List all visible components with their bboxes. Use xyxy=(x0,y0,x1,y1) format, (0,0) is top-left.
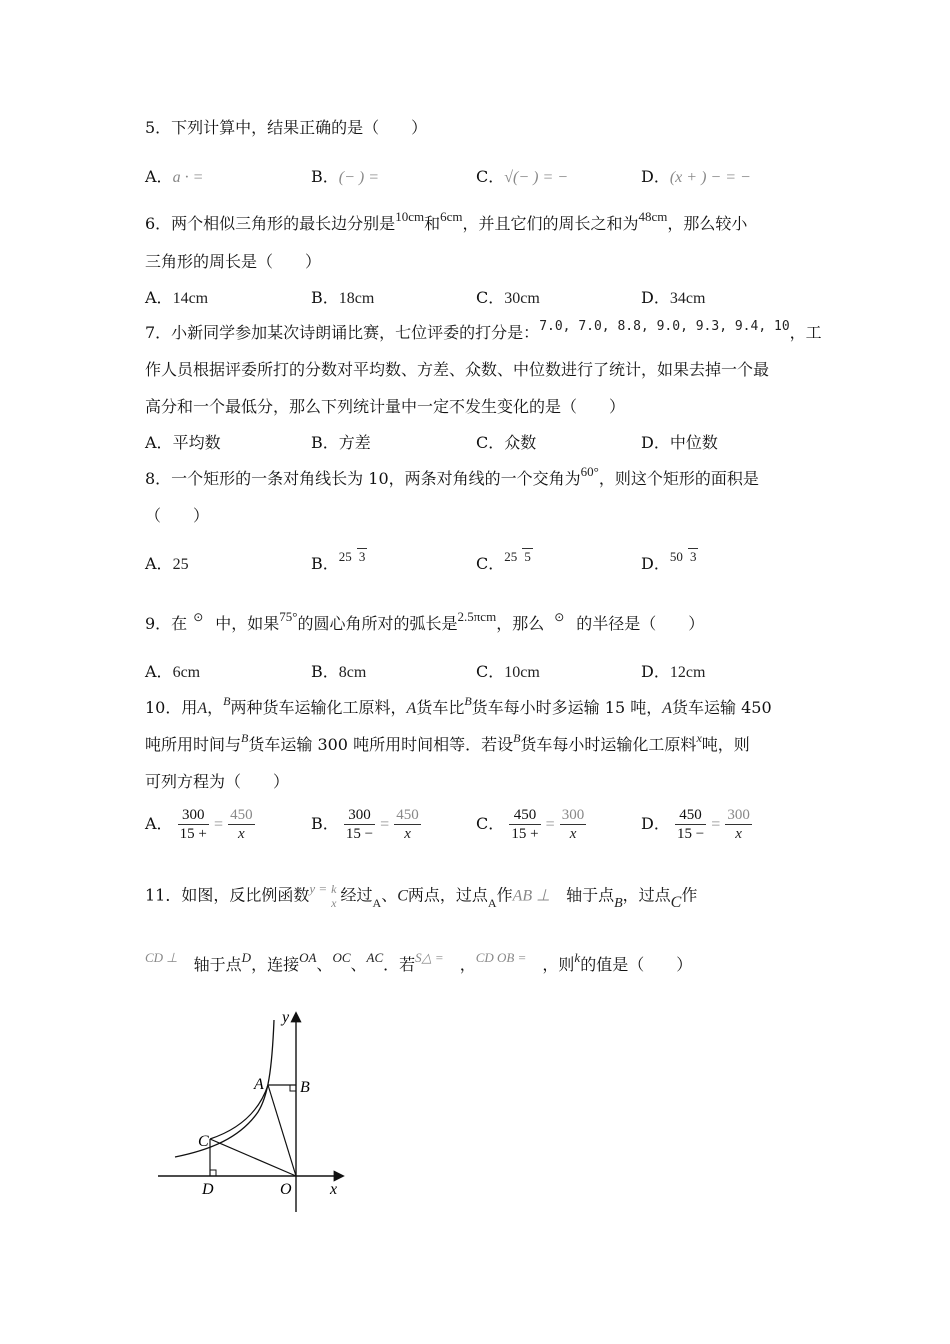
x-axis-label: x xyxy=(330,1181,338,1198)
q10-option-b[interactable]: B． $\frac{300}{15 -}$ = $\frac{450}{x}$ xyxy=(311,807,419,842)
fraction: $\frac{450}{15 +}$ xyxy=(511,807,539,842)
circle-symbol: ⊙ xyxy=(193,610,204,624)
fraction: k x xyxy=(331,882,337,910)
sqrt-radicand: 3 xyxy=(358,549,366,564)
q8-option-d[interactable]: D．$^{50}$ $^3$ xyxy=(641,549,697,573)
q5-option-a[interactable]: A．a · = xyxy=(145,167,204,186)
q9-option-c[interactable]: C．10cm xyxy=(476,662,540,681)
sqrt-radicand: 3 xyxy=(689,549,697,564)
point-c-label: C xyxy=(198,1133,209,1150)
q7-stem-line3: 高分和一个最低分，那么下列统计量中一定不发生变化的是（ ） xyxy=(145,397,626,416)
q11-figure xyxy=(150,1000,360,1220)
q8-option-c[interactable]: C．$^{25}$ $^5$ xyxy=(476,549,531,573)
fraction: $\frac{450}{x}$ xyxy=(230,807,253,842)
q6-option-d[interactable]: D．34cm xyxy=(641,288,706,307)
right-angle-mark-b xyxy=(290,1085,296,1091)
q10-stem-line3: 可列方程为（ ） xyxy=(145,772,290,791)
q5-option-c[interactable]: C．√(− ) = − xyxy=(476,167,569,186)
q7-stem-line1: 7．小新同学参加某次诗朗诵比赛，七位评委的打分是：$^{7.0, 7.0, 8.8, 9.0, 9.3, 9.4, 10}$，工 xyxy=(145,319,822,342)
fraction: $\frac{300}{x}$ xyxy=(561,807,585,842)
fraction: $\frac{450}{x}$ xyxy=(396,807,419,842)
q7-option-d[interactable]: D．中位数 xyxy=(641,433,718,452)
q9-option-d[interactable]: D．12cm xyxy=(641,662,706,681)
fraction: $\frac{450}{15 -}$ xyxy=(676,807,705,842)
q7-stem-line2: 作人员根据评委所打的分数对平均数、方差、众数、中位数进行了统计，如果去掉一个最 xyxy=(145,360,770,379)
q11-stem-line1: 11．如图，反比例函数$^{y =}$ k x 经过$_A$、C两点，过点$_A$作AB ⊥ 轴于点B，过点C作 xyxy=(145,880,698,911)
q10-option-d[interactable]: D． $\frac{450}{15 -}$ = $\frac{300}{x}$ xyxy=(641,807,750,842)
segment-oc xyxy=(210,1139,296,1176)
q7-option-b[interactable]: B．方差 xyxy=(311,433,371,452)
segment-oa xyxy=(268,1085,296,1176)
right-angle-mark-d xyxy=(210,1170,216,1176)
q8-option-b[interactable]: B．$^{25}$ $^3$ xyxy=(311,549,366,573)
q9-stem: 9．在 ⊙ 中，如果$^{75^\circ}$的圆心角所对的弧长是$^{2.5\pi cm}$，那么 ⊙ 的半径是（ ） xyxy=(145,609,705,633)
q7-option-a[interactable]: A．平均数 xyxy=(145,433,221,452)
q5-option-b[interactable]: B．(− ) = xyxy=(311,167,380,186)
q7-option-c[interactable]: C．众数 xyxy=(476,433,537,452)
point-d-label: D xyxy=(202,1181,214,1198)
q10-stem-line1: 10．用A，$^B$两种货车运输化工原料，A货车比$^B$货车每小时多运输 15 吨，A货车运输 450 xyxy=(145,694,772,717)
q6-stem-line2: 三角形的周长是（ ） xyxy=(145,252,322,271)
circle-symbol: ⊙ xyxy=(554,610,565,624)
origin-label: O xyxy=(280,1181,292,1198)
q6-option-c[interactable]: C．30cm xyxy=(476,288,540,307)
fraction: $\frac{300}{15 +}$ xyxy=(179,807,207,842)
y-axis-label: y xyxy=(282,1009,290,1026)
q9-option-a[interactable]: A．6cm xyxy=(145,662,201,681)
q5-option-d[interactable]: D．(x + ) − = − xyxy=(641,167,751,186)
q10-stem-line2: 吨所用时间与$^B$货车运输 300 吨所用时间相等．若设$^B$货车每小时运输化工原料$^x$吨，则 xyxy=(145,731,750,754)
q8-option-a[interactable]: A．25 xyxy=(145,554,189,573)
fraction: $\frac{300}{15 -}$ xyxy=(345,807,374,842)
q5-stem: 5．下列计算中，结果正确的是（ ） xyxy=(145,118,428,137)
q9-option-b[interactable]: B．8cm xyxy=(311,662,367,681)
q8-stem-line2: （ ） xyxy=(145,506,210,525)
q6-option-b[interactable]: B．18cm xyxy=(311,288,375,307)
q10-option-a[interactable]: A． $\frac{300}{15 +}$ = $\frac{450}{x}$ xyxy=(145,807,253,842)
q6-option-a[interactable]: A．14cm xyxy=(145,288,209,307)
fraction: $\frac{300}{x}$ xyxy=(727,807,750,842)
q11-stem-line2: $^{CD \perp}$ 轴于点$^D$，连接$^{OA}$、$^{OC}$、$^{AC}$．若$^{S\triangle =}$ ，$^{CD OB =}$ ，则$^k$的值是（ ） xyxy=(145,950,693,974)
sqrt-radicand: 5 xyxy=(524,549,531,564)
q10-option-c[interactable]: C． $\frac{450}{15 +}$ = $\frac{300}{x}$ xyxy=(476,807,585,842)
q8-stem-line1: 8．一个矩形的一条对角线长为 10，两条对角线的一个交角为$^{60^\circ}$，则这个矩形的面积是 xyxy=(145,464,759,488)
point-b-label: B xyxy=(300,1079,310,1096)
q6-stem-line1: 6．两个相似三角形的最长边分别是$^{10cm}$和$^{6cm}$，并且它们的周长之和为$^{48cm}$，那么较小 xyxy=(145,209,748,233)
point-a-label: A xyxy=(254,1076,264,1093)
